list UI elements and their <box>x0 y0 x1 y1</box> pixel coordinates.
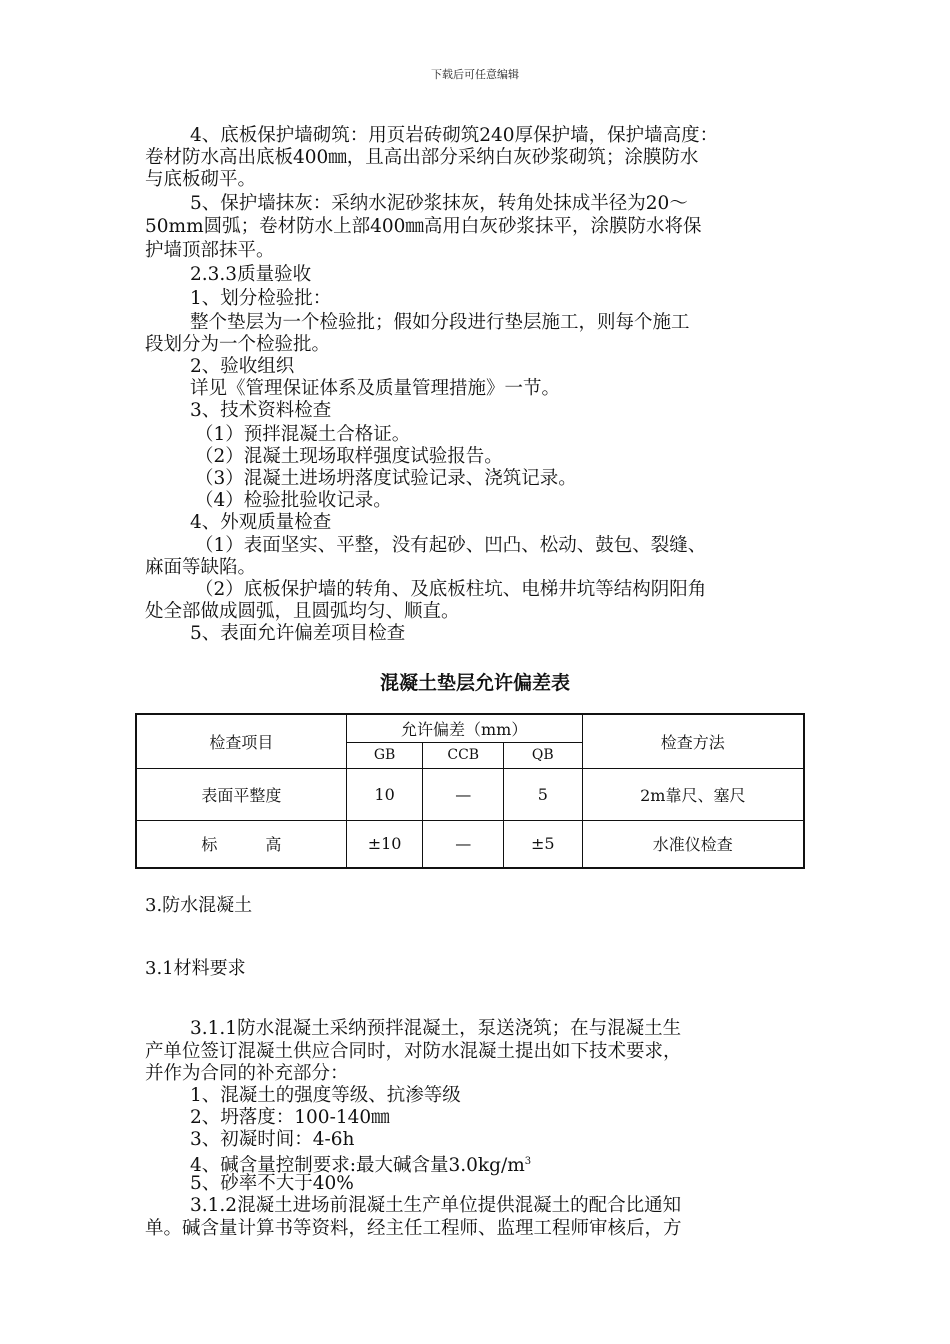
text-line: 详见《管理保证体系及质量管理措施》一节。 <box>190 378 561 399</box>
section-heading: 3.防水混凝土 <box>145 895 253 916</box>
text-line: （4）检验批验收记录。 <box>195 490 392 511</box>
text-line: （2）底板保护墙的转角、及底板柱坑、电梯井坑等结构阴阳角 <box>195 579 707 600</box>
cell-gb: ±10 <box>346 820 423 868</box>
table-row <box>136 820 804 868</box>
cell-gb: 10 <box>346 768 423 820</box>
text-line: 1、混凝土的强度等级、抗渗等级 <box>190 1085 461 1106</box>
text-line: 与底板砌平。 <box>145 169 257 190</box>
text-line: 2、坍落度：100-140㎜ <box>190 1107 390 1128</box>
text-line: 并作为合同的补充部分： <box>145 1063 349 1084</box>
text-line: 3、技术资料检查 <box>190 400 332 421</box>
text-line: 产单位签订混凝土供应合同时，对防水混凝土提出如下技术要求， <box>145 1041 682 1062</box>
alkali-text: 4、碱含量控制要求:最大碱含量3.0kg/m <box>190 1155 525 1177</box>
superscript: 3 <box>524 1156 532 1167</box>
text-line: 护墙顶部抹平。 <box>145 240 275 261</box>
text-line: 5、表面允许偏差项目检查 <box>190 623 406 644</box>
cell-qb: ±5 <box>504 820 583 868</box>
subsection-heading: 2.3.3质量验收 <box>190 264 312 285</box>
text-line: （1）预拌混凝土合格证。 <box>195 424 411 445</box>
text-line: 段划分为一个检验批。 <box>145 334 331 355</box>
text-line: 处全部做成圆弧，且圆弧均匀、顺直。 <box>145 601 460 622</box>
text-line: （3）混凝土进场坍落度试验记录、浇筑记录。 <box>195 468 577 489</box>
table-row <box>136 768 804 820</box>
text-line: 5、砂率不大于40% <box>190 1173 354 1194</box>
header-method: 检查方法 <box>582 714 804 768</box>
page-header: 下载后可任意编辑 <box>431 68 519 81</box>
cell-ccb: — <box>423 820 504 868</box>
cell-method: 水准仪检查 <box>582 820 804 868</box>
text-line: 3、初凝时间：4-6h <box>190 1129 355 1150</box>
text-line: （1）表面坚实、平整，没有起砂、凹凸、松动、鼓包、裂缝、 <box>195 535 707 556</box>
cell-ccb: — <box>423 768 504 820</box>
text-line: 3.1.1防水混凝土采纳预拌混凝土，泵送浇筑；在与混凝土生 <box>190 1018 682 1039</box>
text-line: 5、保护墙抹灰：采纳水泥砂浆抹灰，转角处抹成半径为20～ <box>190 193 688 214</box>
text-line: 麻面等缺陷。 <box>145 557 257 578</box>
text-line: 2、验收组织 <box>190 356 295 377</box>
tolerance-table <box>135 713 805 869</box>
text-line: 4、外观质量检查 <box>190 512 332 533</box>
text-line: 1、划分检验批： <box>190 288 332 309</box>
text-line: 50mm圆弧；卷材防水上部400㎜高用白灰砂浆抹平，涂膜防水将保 <box>145 216 702 237</box>
cell-qb: 5 <box>504 768 583 820</box>
cell-item: 表面平整度 <box>136 768 346 820</box>
text-line: 整个垫层为一个检验批；假如分段进行垫层施工，则每个施工 <box>190 312 690 333</box>
header-qb: QB <box>504 742 583 768</box>
header-item: 检查项目 <box>136 714 346 768</box>
cell-method: 2m靠尺、塞尺 <box>582 768 804 820</box>
text-line: 单。碱含量计算书等资料，经主任工程师、监理工程师审核后，方 <box>145 1218 682 1239</box>
text-line: 卷材防水高出底板400㎜，且高出部分采纳白灰砂浆砌筑；涂膜防水 <box>145 147 699 168</box>
cell-item: 标 高 <box>136 820 346 868</box>
section-heading: 3.1材料要求 <box>145 958 246 979</box>
text-line: 3.1.2混凝土进场前混凝土生产单位提供混凝土的配合比通知 <box>190 1195 682 1216</box>
text-line: 4、底板保护墙砌筑：用页岩砖砌筑240厚保护墙，保护墙高度： <box>190 125 719 146</box>
header-ccb: CCB <box>423 742 504 768</box>
header-tolerance: 允许偏差（mm） <box>346 714 582 742</box>
header-gb: GB <box>346 742 423 768</box>
table-title: 混凝土垫层允许偏差表 <box>379 672 570 694</box>
text-line: （2）混凝土现场取样强度试验报告。 <box>195 446 503 467</box>
